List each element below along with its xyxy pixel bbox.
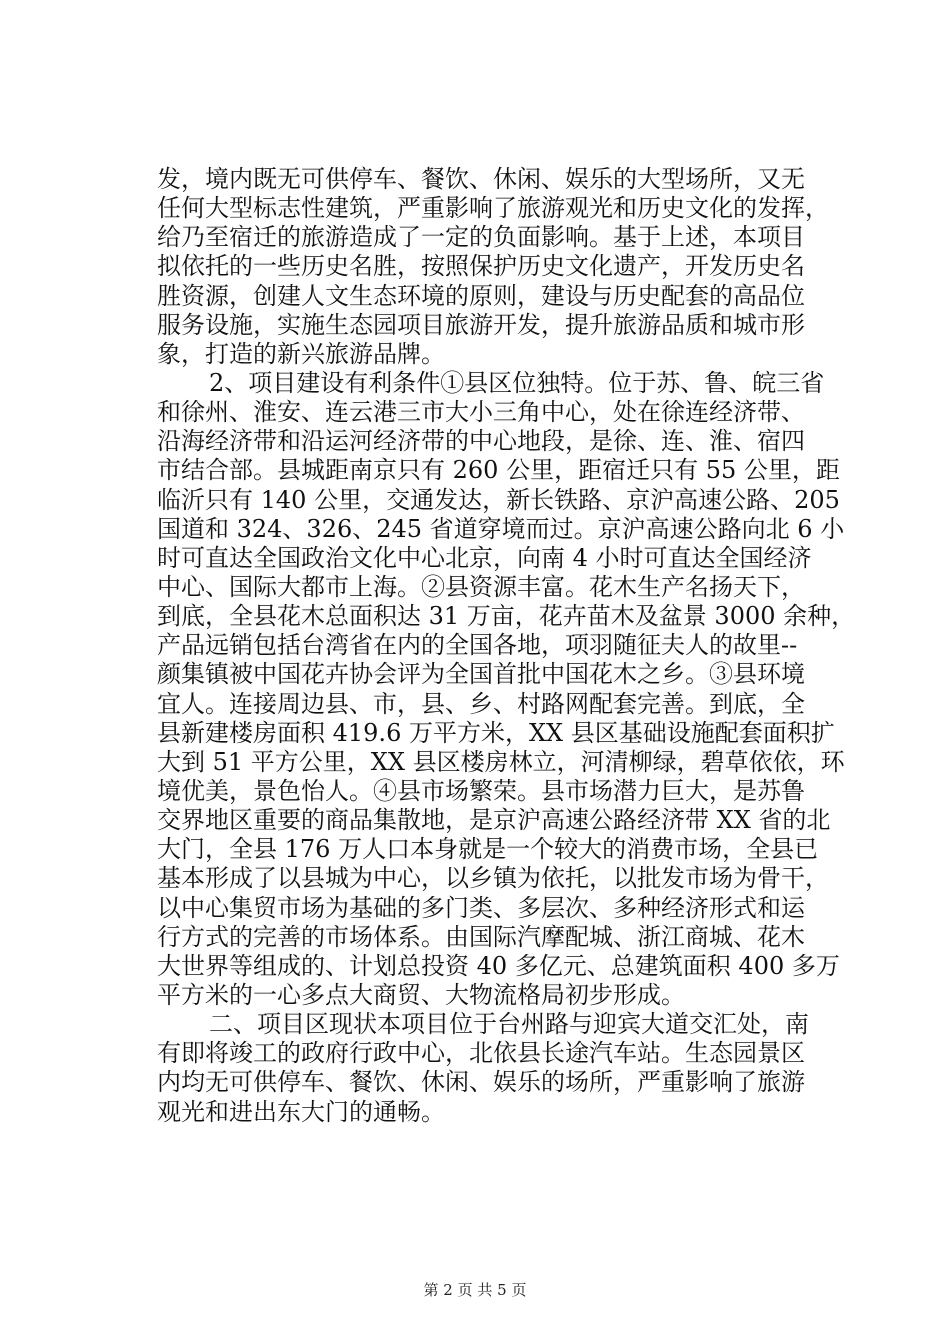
text-line: 拟依托的一些历史名胜，按照保护历史文化遗产，开发历史名 — [157, 252, 805, 281]
text-line: 象，打造的新兴旅游品牌。 — [157, 339, 445, 368]
text-line: 市结合部。县城距南京只有 260 公里，距宿迁只有 55 公里，距 — [157, 456, 840, 485]
text-line: 2、项目建设有利条件①县区位独特。位于苏、鲁、皖三省 — [209, 368, 825, 397]
text-line: 二、项目区现状本项目位于台州路与迎宾大道交汇处，南 — [209, 1010, 809, 1039]
text-line: 给乃至宿迁的旅游造成了一定的负面影响。基于上述，本项目 — [157, 223, 805, 252]
text-line: 中心、国际大都市上海。②县资源丰富。花木生产名扬天下， — [157, 572, 805, 601]
text-line: 境优美，景色怡人。④县市场繁荣。县市场潜力巨大，是苏鲁 — [157, 776, 805, 805]
paragraph — [157, 368, 856, 1010]
text-line: 到底，全县花木总面积达 31 万亩，花卉苗木及盆景 3000 余种， — [157, 602, 856, 631]
text-line: 沿海经济带和沿运河经济带的中心地段，是徐、连、淮、宿四 — [157, 427, 805, 456]
text-line: 大世界等组成的、计划总投资 40 多亿元、总建筑面积 400 多万 — [157, 951, 840, 980]
text-line: 任何大型标志性建筑，严重影响了旅游观光和历史文化的发挥， — [157, 194, 829, 223]
text-line: 有即将竣工的政府行政中心，北依县长途汽车站。生态园景区 — [157, 1039, 805, 1068]
text-line: 县新建楼房面积 419.6 万平方米，XX 县区基础设施配套面积扩 — [157, 718, 835, 747]
text-line: 交界地区重要的商品集散地，是京沪高速公路经济带 XX 省的北 — [157, 806, 831, 835]
text-line: 国道和 324、326、245 省道穿境而过。京沪高速公路向北 6 小 — [157, 514, 845, 543]
text-line: 内均无可供停车、餐饮、休闲、娱乐的场所，严重影响了旅游 — [157, 1068, 805, 1097]
page-footer: 第 2 页 共 5 页 — [423, 1281, 527, 1299]
text-line: 临沂只有 140 公里，交通发达，新长铁路、京沪高速公路、205 — [157, 485, 840, 514]
document-body — [157, 165, 856, 1127]
text-line: 颜集镇被中国花卉协会评为全国首批中国花木之乡。③县环境 — [157, 660, 805, 689]
text-line: 时可直达全国政治文化中心北京，向南 4 小时可直达全国经济 — [157, 543, 812, 572]
paragraph — [157, 165, 829, 369]
paragraph — [157, 1010, 809, 1127]
text-line: 发，境内既无可供停车、餐饮、休闲、娱乐的大型场所，又无 — [157, 165, 805, 193]
text-line: 胜资源，创建人文生态环境的原则，建设与历史配套的高品位 — [157, 281, 805, 310]
text-line: 服务设施，实施生态园项目旅游开发，提升旅游品质和城市形 — [157, 310, 805, 339]
text-line: 大到 51 平方公里，XX 县区楼房林立，河清柳绿，碧草依依，环 — [157, 747, 845, 776]
text-line: 观光和进出东大门的通畅。 — [157, 1097, 445, 1126]
text-line: 行方式的完善的市场体系。由国际汽摩配城、浙江商城、花木 — [157, 922, 805, 951]
text-line: 宜人。连接周边县、市，县、乡、村路网配套完善。到底，全 — [157, 689, 805, 718]
text-line: 以中心集贸市场为基础的多门类、多层次、多种经济形式和运 — [157, 893, 805, 922]
text-line: 大门，全县 176 万人口本身就是一个较大的消费市场，全县已 — [157, 835, 819, 864]
text-line: 产品远销包括台湾省在内的全国各地，项羽随征夫人的故里-- — [157, 631, 798, 660]
text-line: 平方米的一心多点大商贸、大物流格局初步形成。 — [157, 980, 685, 1009]
text-line: 基本形成了以县城为中心，以乡镇为依托，以批发市场为骨干， — [157, 864, 829, 893]
text-line: 和徐州、淮安、连云港三市大小三角中心，处在徐连经济带、 — [157, 398, 805, 427]
